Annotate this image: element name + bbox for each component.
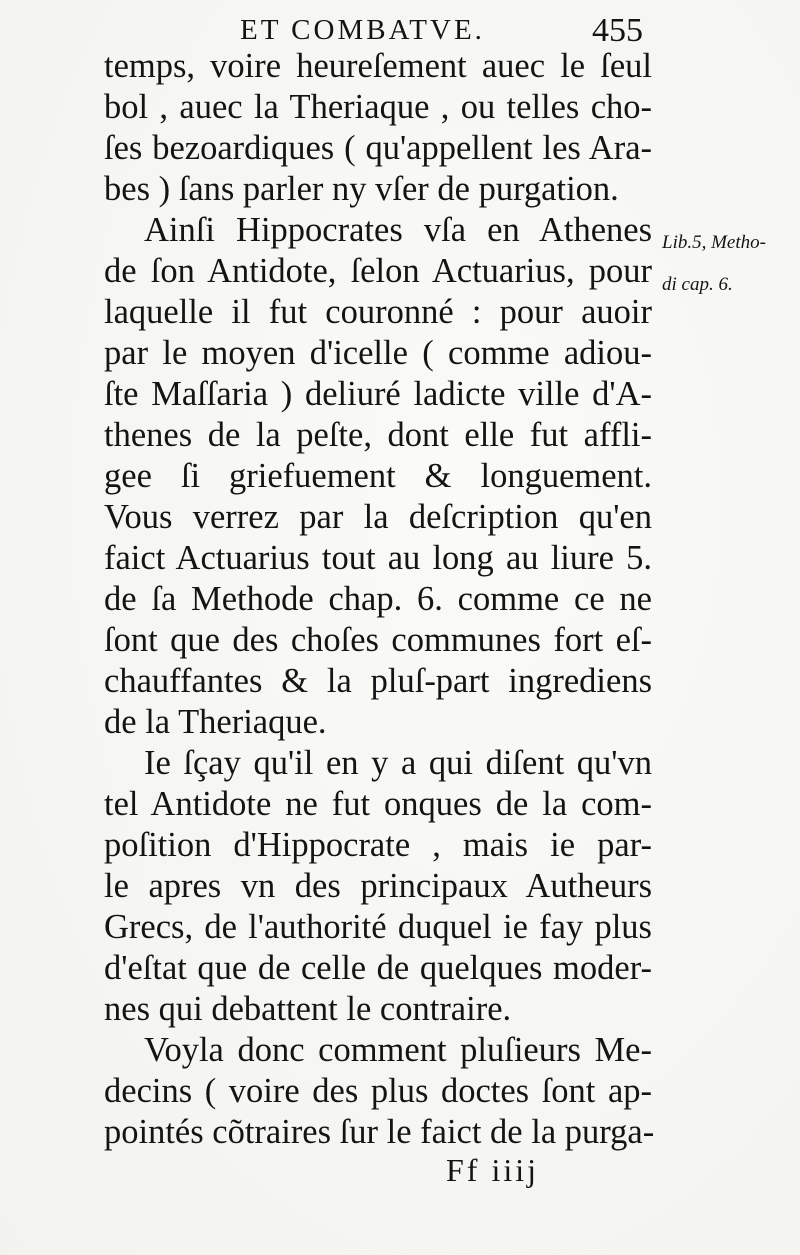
text-line: bol , auec la Theriaque , ou telles cho- [104,88,652,126]
text-line: tel Antidote ne fut onques de la com- [104,785,652,823]
text-line: de ſon Antidote, ſelon Actuarius, pour [104,252,652,290]
text-line: temps, voire heureſement auec le ſeul [104,47,652,85]
text-line: ſte Maſſaria ) deliuré ladicte ville d'A- [104,375,652,413]
text-line: Grecs, de l'authorité duquel ie fay plus [104,908,652,946]
text-line: Vous verrez par la deſcription qu'en [104,498,652,536]
running-head: ET COMBATVE. [240,14,485,46]
paragraph-start-line: Voyla donc comment pluſieurs Me- [144,1031,652,1069]
margin-note-line: di cap. 6. [662,274,733,295]
text-line: poſition d'Hippocrate , mais ie par- [104,826,652,864]
signature-mark: Ff iiij [446,1152,540,1188]
paragraph-start-line: Ainſi Hippocrates vſa en Athenes [144,211,652,249]
text-line: faict Actuarius tout au long au liure 5. [104,539,652,577]
text-line: pointés cõtraires ſur le faict de la purga- [104,1113,655,1151]
text-line: gee ſi griefuement & longuement. [104,457,652,495]
body-text [104,46,655,1153]
text-line: laquelle il fut couronné : pour auoir [104,293,652,331]
paragraph-start-line: Ie ſçay qu'il en y a qui diſent qu'vn [144,744,652,782]
text-line: thenes de la peſte, dont elle fut affli- [104,416,652,454]
margin-note-line: Lib.5, Metho- [662,232,766,253]
text-line: le apres vn des principaux Autheurs [104,867,652,905]
text-line: ſes bezoardiques ( qu'appellent les Ara- [104,129,652,167]
text-line: nes qui debattent le contraire. [104,990,512,1028]
text-line: chauffantes & la pluſ-part ingrediens [104,662,652,700]
text-line: par le moyen d'icelle ( comme adiou- [104,334,652,372]
text-line: d'eſtat que de celle de quelques moder- [104,949,652,987]
text-line: de la Theriaque. [104,703,327,741]
margin-note [662,222,798,306]
text-line: de ſa Methode chap. 6. comme ce ne [104,580,652,618]
text-line: bes ) ſans parler ny vſer de purgation. [104,170,619,208]
text-line: ſont que des choſes communes fort eſ- [104,621,652,659]
text-line: decins ( voire des plus doctes ſont ap- [104,1072,652,1110]
page-number: 455 [592,12,643,49]
